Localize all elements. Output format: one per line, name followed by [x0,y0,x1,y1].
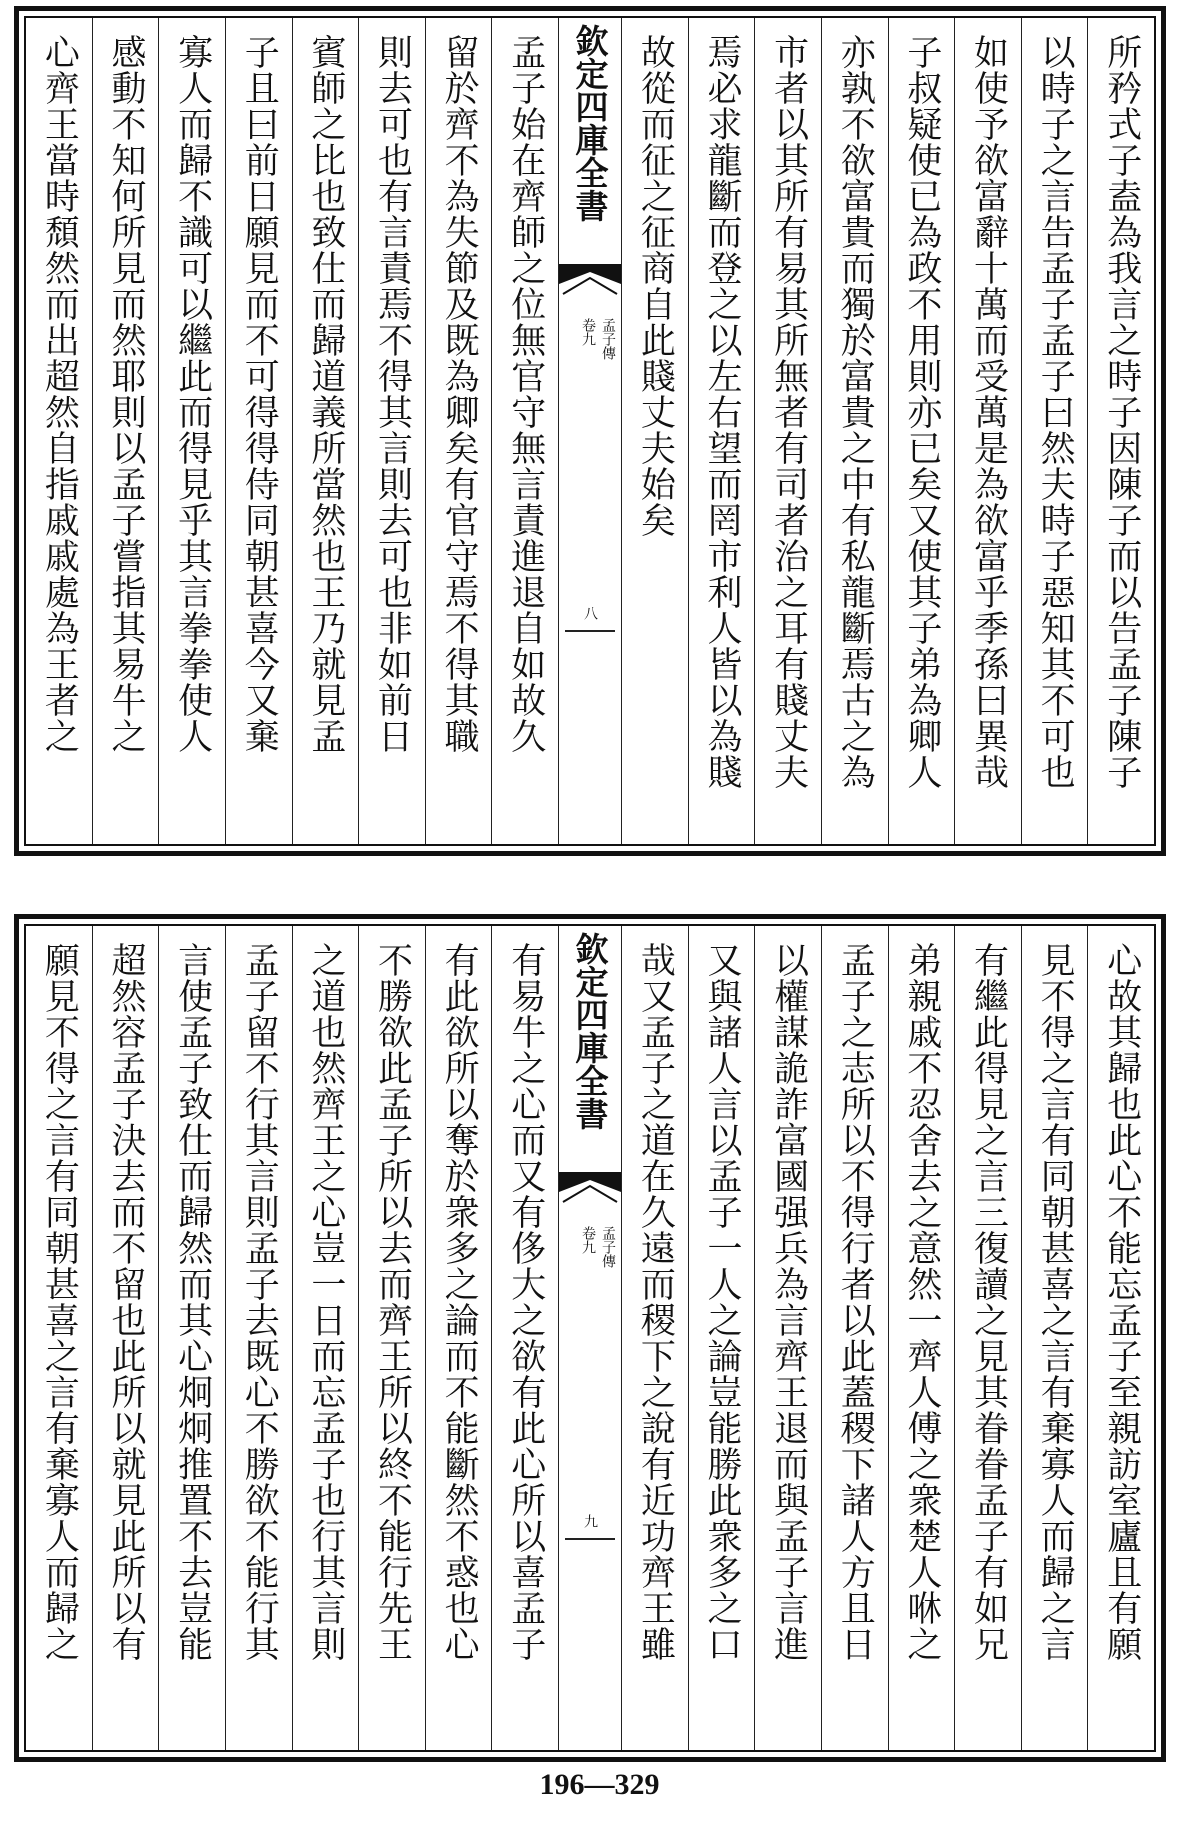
text-column: 孟子始在齊師之位無官守無言責進退自如故久 [491,18,558,844]
text-column: 超然容孟子決去而不留也此所以就見此所以有 [92,926,159,1750]
text-column: 所矜式子盍為我言之時子因陳子而以告孟子陳子 [1087,18,1154,844]
text-column: 感動不知何所見而然耶則以孟子嘗指其易牛之 [92,18,159,844]
page-bottom [14,914,1166,1762]
text-column: 心故其歸也此心不能忘孟子至親訪室廬且有願 [1087,926,1154,1750]
book-title: 孟子傳 [600,1226,616,1268]
text-column: 見不得之言有同朝甚喜之言有棄寡人而歸之言 [1021,926,1088,1750]
text-column: 不勝欲此孟子所以去而齊王所以終不能行先王 [358,926,425,1750]
text-column: 心齊王當時頹然而出超然自指戚戚處為王者之 [39,34,80,754]
text-column: 孟子之志所以不得行者以此蓋稷下諸人方且日 [821,926,888,1750]
page-top [14,6,1166,856]
text-column: 焉必求龍斷而登之以左右望而罔市利人皆以為賤 [688,18,755,844]
text-column: 願見不得之言有同朝甚喜之言有棄寡人而歸之 [39,942,80,1662]
text-column: 則去可也有言責焉不得其言則去可也非如前日 [358,18,425,844]
folio-number: 八 [582,606,598,620]
folio-number: 九 [582,1514,598,1528]
text-column: 以時子之言告孟子孟子曰然夫時子惡知其不可也 [1021,18,1088,844]
spine-title: 欽定四庫全書 [570,932,610,1130]
text-column: 孟子留不行其言則孟子去既心不勝欲不能行其 [225,926,292,1750]
page-number-footer: 196—329 [539,1768,660,1801]
text-column: 哉又孟子之道在久遠而稷下之說有近功齊王雖 [621,926,688,1750]
text-column: 故從而征之征商自此賤丈夫始矣 [621,18,688,844]
fish-tail-mark [559,1172,621,1208]
text-column: 亦孰不欲富貴而獨於富貴之中有私龍斷焉古之為 [821,18,888,844]
text-column: 有易牛之心而又有侈大之欲有此心所以喜孟子 [491,926,558,1750]
text-column: 又與諸人言以孟子一人之論豈能勝此衆多之口 [688,926,755,1750]
text-column: 子且曰前日願見而不可得得侍同朝甚喜今又棄 [225,18,292,844]
text-column: 寡人而歸不識可以繼此而得見乎其言拳拳使人 [158,18,225,844]
volume-label: 卷九 [580,1226,596,1254]
text-column: 之道也然齊王之心豈一日而忘孟子也行其言則 [292,926,359,1750]
text-column: 以權謀詭詐富國强兵為言齊王退而與孟子言進 [754,926,821,1750]
text-column: 子叔疑使已為政不用則亦已矣又使其子弟為卿人 [888,18,955,844]
spine-title: 欽定四庫全書 [570,24,610,222]
text-column: 賓師之比也致仕而歸道義所當然也王乃就見孟 [292,18,359,844]
spine-rule [565,1538,615,1540]
fish-tail-mark [559,264,621,300]
text-column: 市者以其所有易其所無者有司者治之耳有賤丈夫 [754,18,821,844]
text-column: 弟親戚不忍舍去之意然一齊人傅之衆楚人咻之 [888,926,955,1750]
spine [558,18,621,844]
volume-label: 卷九 [580,318,596,346]
spine [558,926,621,1750]
text-column: 有繼此得見之言三復讀之見其眷眷孟子有如兄 [954,926,1021,1750]
text-column: 如使予欲富辭十萬而受萬是為欲富乎季孫曰異哉 [954,18,1021,844]
text-column: 有此欲所以奪於衆多之論而不能斷然不惑也心 [425,926,492,1750]
book-title: 孟子傳 [600,318,616,360]
text-column: 留於齊不為失節及既為卿矣有官守焉不得其職 [425,18,492,844]
text-column: 言使孟子致仕而歸然而其心炯炯推置不去豈能 [158,926,225,1750]
spine-rule [565,630,615,632]
